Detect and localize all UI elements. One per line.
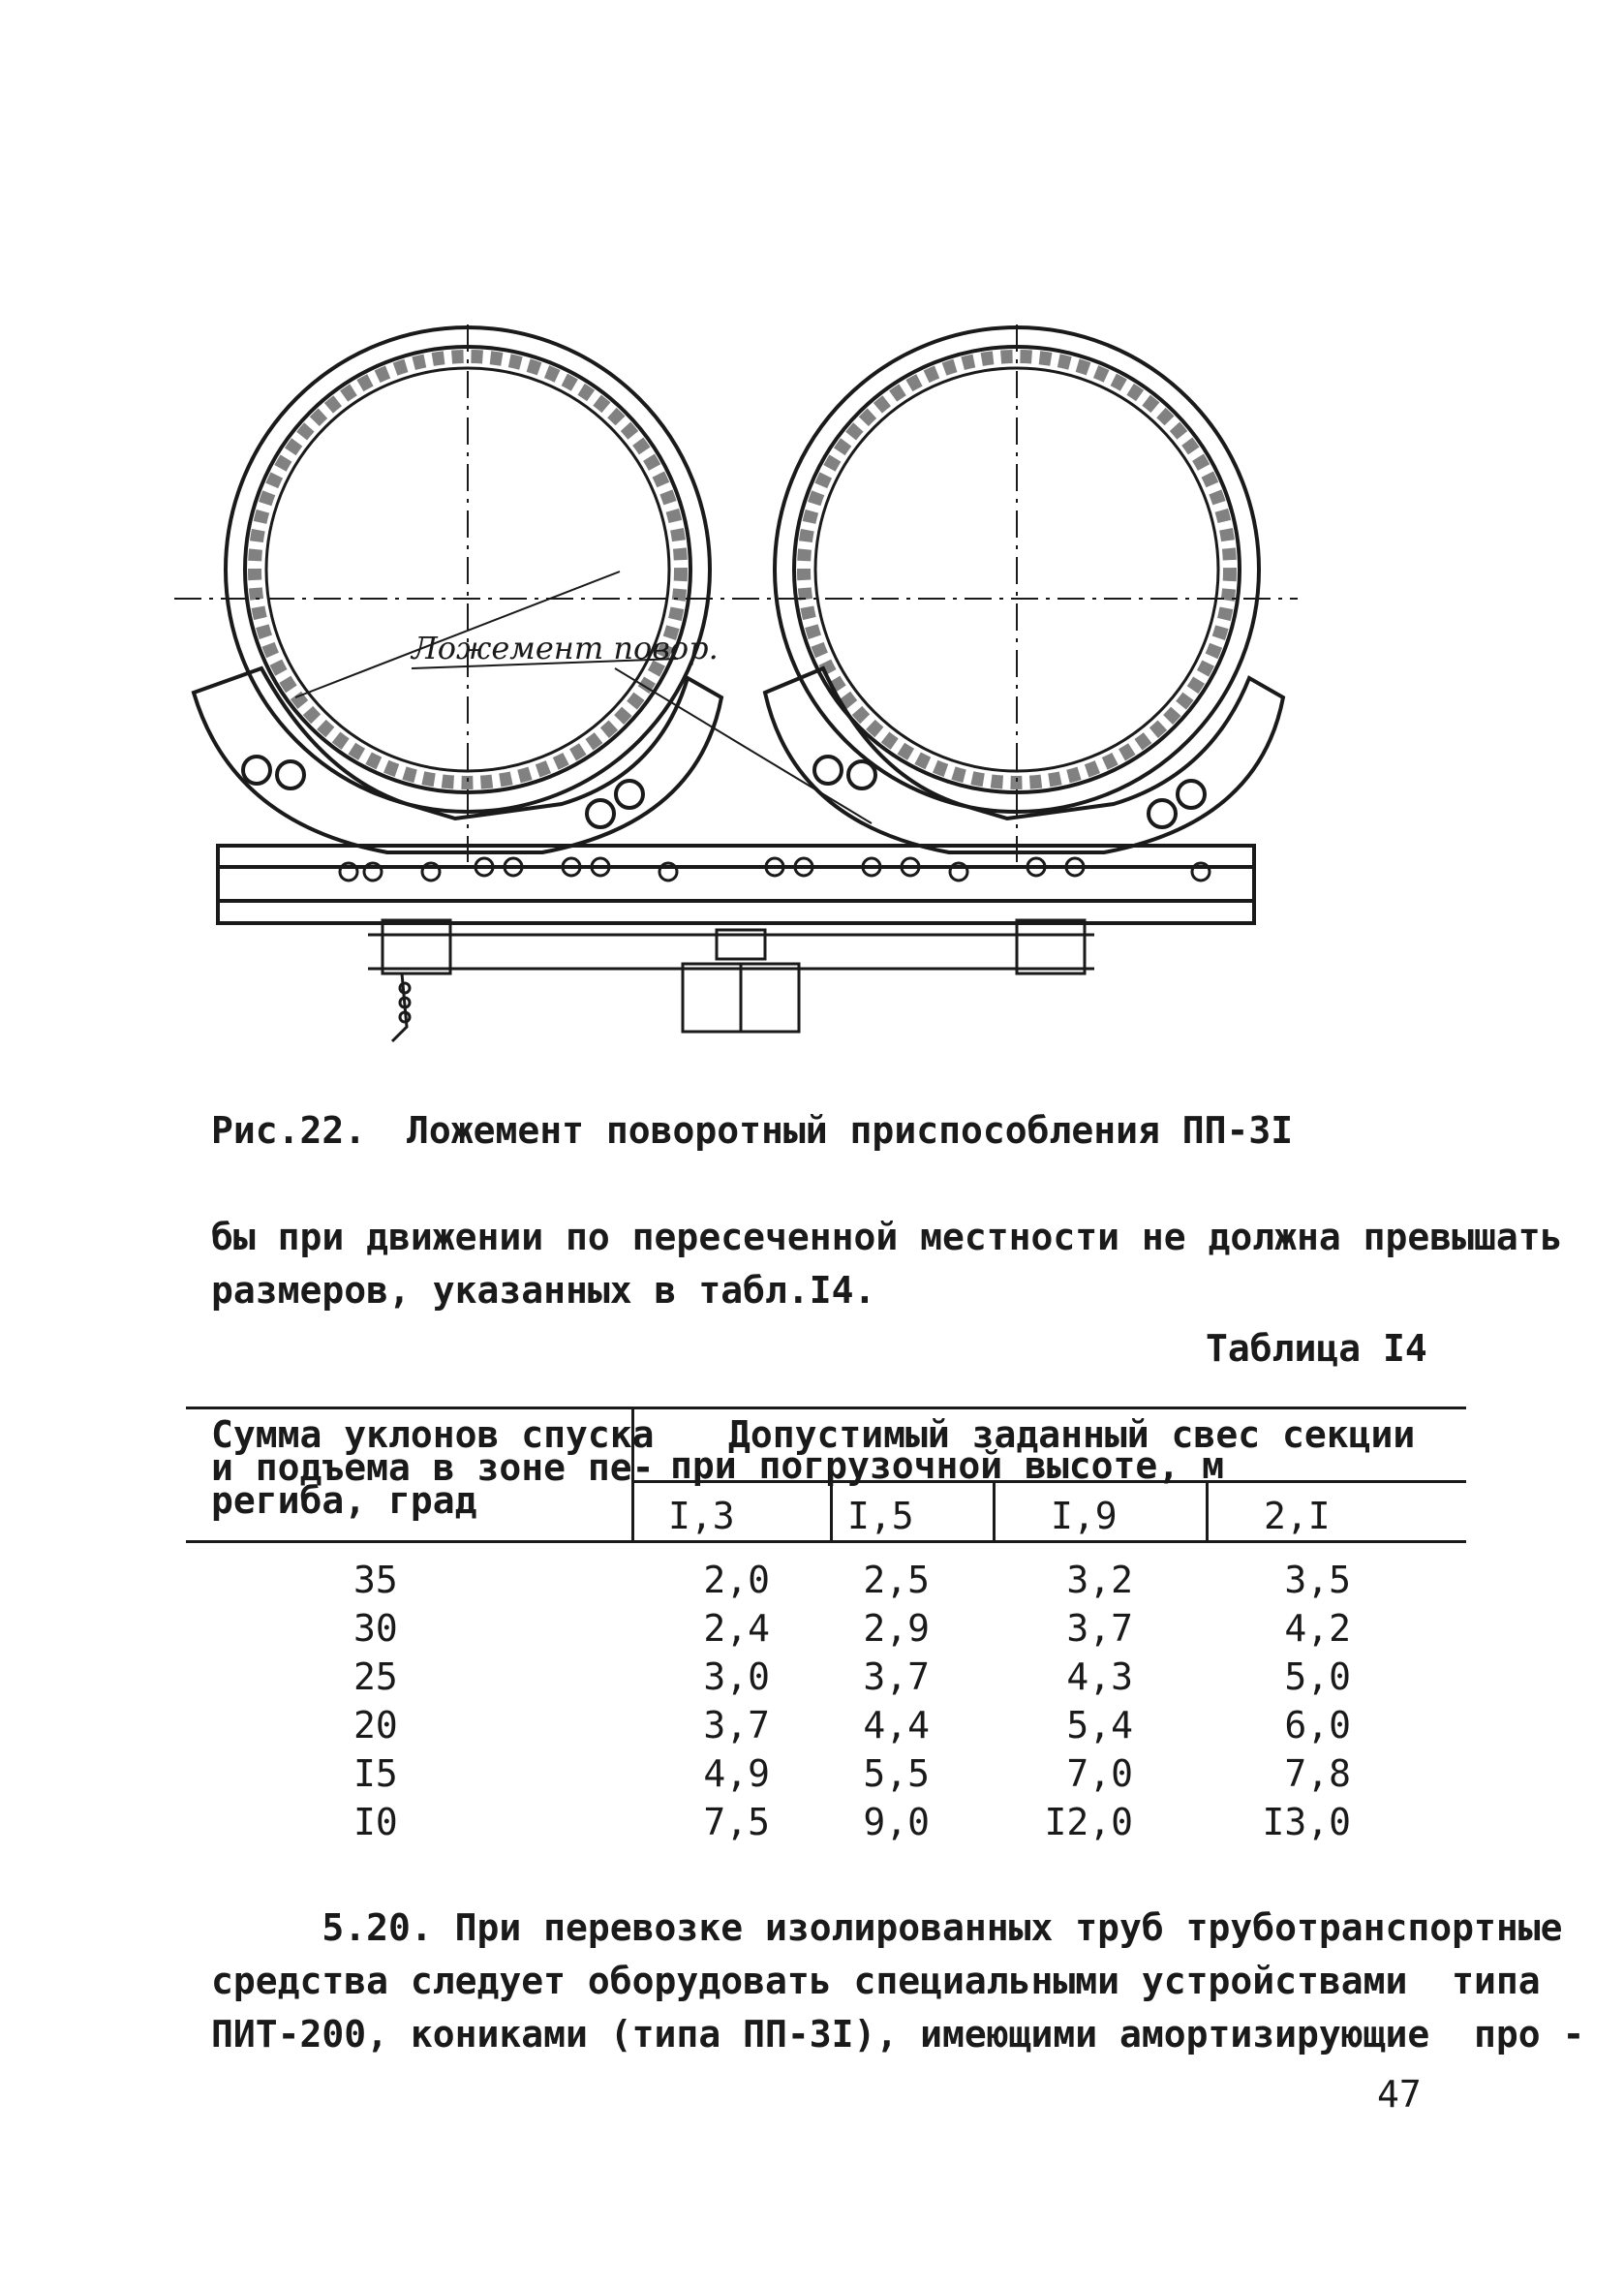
row-header-line: и подъема в зоне пе-: [211, 1446, 655, 1489]
row-angle: 30: [353, 1607, 398, 1650]
paragraph-line: размеров, указанных в табл.I4.: [211, 1269, 876, 1312]
column-header: 2,I: [1264, 1495, 1331, 1537]
table-cell: 2,4: [703, 1607, 770, 1650]
table-cell: 7,5: [703, 1801, 770, 1843]
table-cell: 4,3: [1066, 1655, 1133, 1698]
table-cell: 3,0: [703, 1655, 770, 1698]
column-header: I,5: [847, 1495, 914, 1537]
row-header-line: Сумма уклонов спуска: [211, 1413, 655, 1456]
figure-number: Рис.22.: [211, 1109, 367, 1152]
table-cell: 7,8: [1284, 1752, 1351, 1795]
table-cell: 5,5: [863, 1752, 930, 1795]
table-cell: 5,0: [1284, 1655, 1351, 1698]
table-cell: 4,2: [1284, 1607, 1351, 1650]
table-cell: 3,7: [703, 1704, 770, 1747]
table-cell: 4,4: [863, 1704, 930, 1747]
row-angle: I5: [353, 1752, 398, 1795]
table-cell: 3,2: [1066, 1559, 1133, 1601]
left-cradle: [194, 668, 721, 852]
table-cell: 3,5: [1284, 1559, 1351, 1601]
row-angle: 25: [353, 1655, 398, 1698]
row-angle: I0: [353, 1801, 398, 1843]
table-cell: 9,0: [863, 1801, 930, 1843]
table-cell: 2,9: [863, 1607, 930, 1650]
paragraph-line: средства следует оборудовать специальными устройствами типа: [211, 1960, 1541, 2002]
column-header: I,9: [1051, 1495, 1118, 1537]
table-cell: 2,5: [863, 1559, 930, 1601]
paragraph-line: бы при движении по пересеченной местности не должна превышать: [211, 1216, 1563, 1258]
column-header: I,3: [668, 1495, 735, 1537]
table-cell: 5,4: [1066, 1704, 1133, 1747]
table-cell: 3,7: [1066, 1607, 1133, 1650]
table-label: Таблица I4: [1206, 1327, 1427, 1370]
right-cradle: [765, 668, 1283, 852]
paragraph-line: ПИТ-200, кониками (типа ПП-3I), имеющими амортизирующие про -: [211, 2013, 1585, 2056]
table-cell: I2,0: [1044, 1801, 1133, 1843]
page-number: 47: [1377, 2073, 1422, 2116]
group-header-line: Допустимый заданный свес секции: [728, 1413, 1416, 1456]
group-header-line: при погрузочной высоте, м: [670, 1444, 1224, 1487]
row-angle: 20: [353, 1704, 398, 1747]
table-cell: 2,0: [703, 1559, 770, 1601]
row-header-line: региба, град: [211, 1479, 477, 1522]
table-cell: 3,7: [863, 1655, 930, 1698]
paragraph-line: 5.20. При перевозке изолированных труб труботранспортные: [211, 1906, 1563, 1949]
beam: [218, 846, 1254, 923]
table-cell: I3,0: [1262, 1801, 1351, 1843]
table-cell: 6,0: [1284, 1704, 1351, 1747]
figure-caption: Ложемент поворотный приспособления ПП-3I: [407, 1109, 1294, 1152]
table-cell: 7,0: [1066, 1752, 1133, 1795]
callout-label: Ложемент повор.: [412, 630, 719, 666]
table-cell: 4,9: [703, 1752, 770, 1795]
row-angle: 35: [353, 1559, 398, 1601]
cradle-drawing: [0, 0, 1624, 1085]
